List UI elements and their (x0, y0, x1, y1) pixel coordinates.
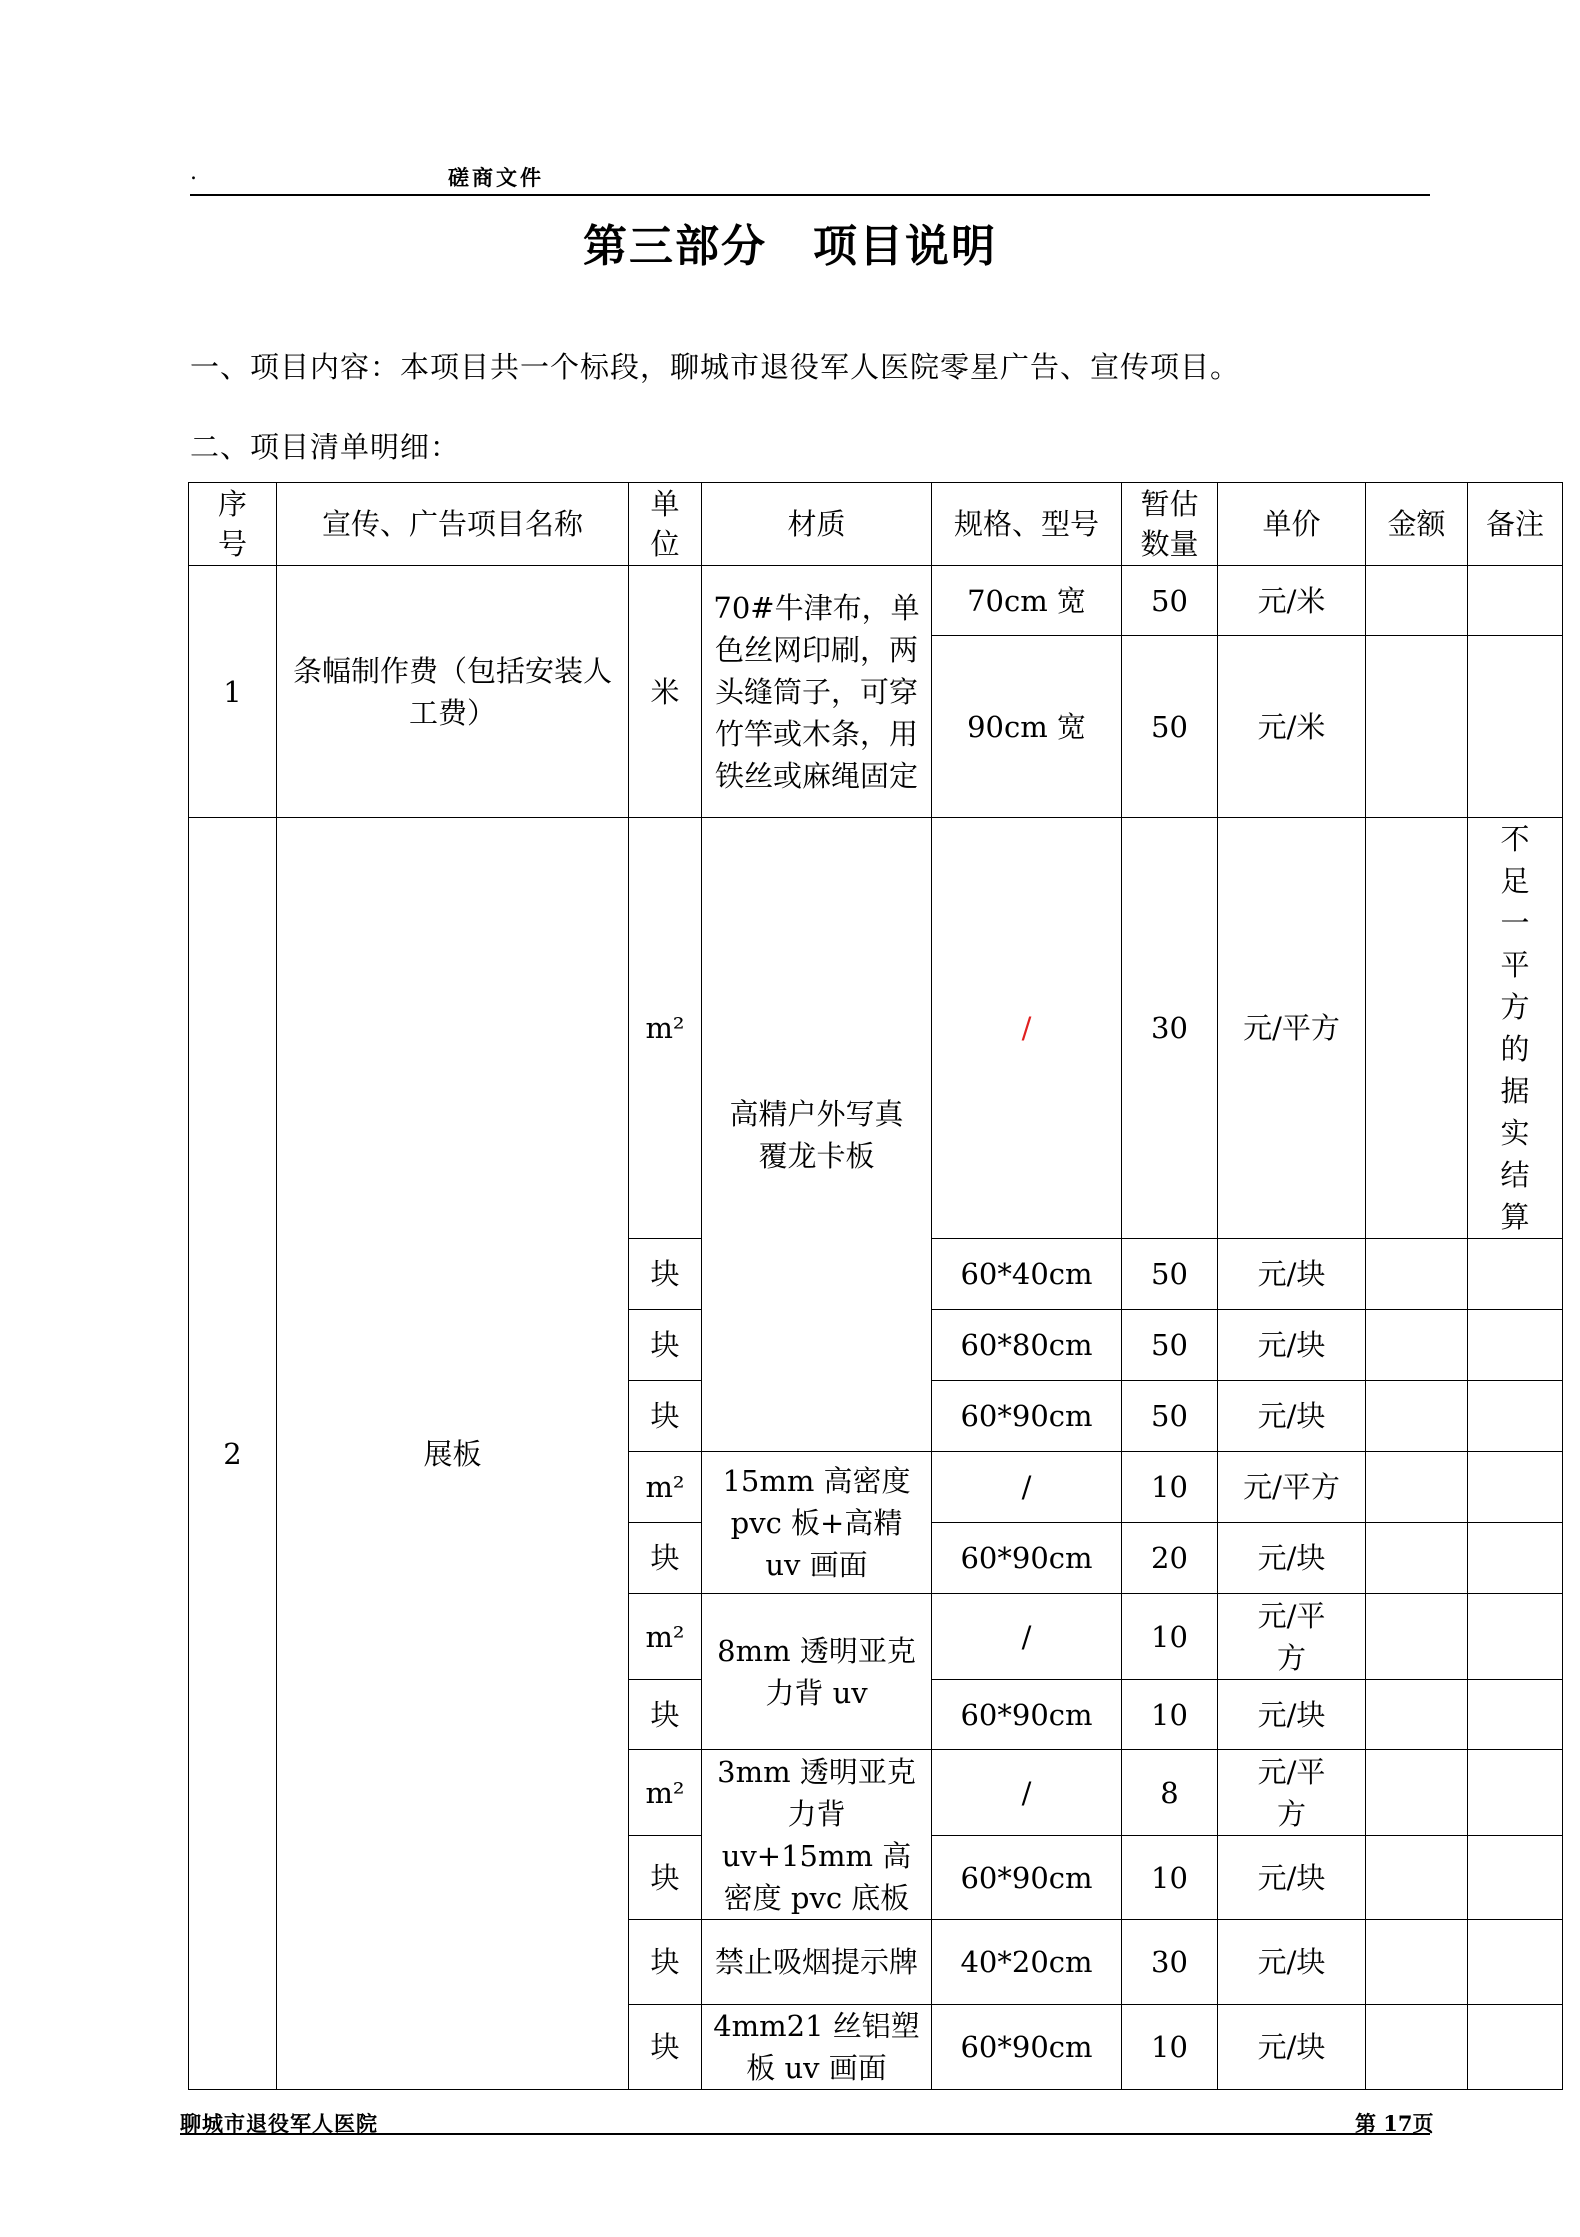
project-content-paragraph: 一、项目内容：本项目共一个标段，聊城市退役军人医院零星广告、宣传项目。 (190, 350, 1241, 384)
header-dot: . (190, 160, 197, 185)
header-spec: 规格、型号 (932, 483, 1122, 566)
row2-price: 元/块 (1218, 1920, 1366, 2005)
row2-price: 元/块 (1218, 1680, 1366, 1750)
row2-spec: 60*40cm (932, 1239, 1122, 1310)
row1-price: 元/米 (1218, 566, 1366, 636)
row2-unit: m² (629, 818, 702, 1239)
row2-amount (1366, 1920, 1468, 2005)
row2-note-empty (1468, 1750, 1563, 1836)
row2-qty: 8 (1122, 1750, 1218, 1836)
header-unit: 单位 (629, 483, 702, 566)
row2-price: 元/平方 (1218, 1750, 1366, 1836)
row1-qty: 50 (1122, 636, 1218, 818)
row2-qty: 10 (1122, 1594, 1218, 1680)
row2-price: 元/块 (1218, 1239, 1366, 1310)
table-row (189, 818, 1563, 1239)
row2-price: 元/块 (1218, 1523, 1366, 1594)
footer-organization: 聊城市退役军人医院 (180, 2111, 378, 2136)
row2-unit: 块 (629, 1310, 702, 1381)
row2-amount (1366, 1381, 1468, 1452)
row1-price: 元/米 (1218, 636, 1366, 818)
row2-spec: / (932, 818, 1122, 1239)
row1-seq: 1 (189, 566, 277, 818)
row1-note (1468, 566, 1563, 636)
row2-note-empty (1468, 1594, 1563, 1680)
row2-unit: 块 (629, 1239, 702, 1310)
row2-spec: 60*80cm (932, 1310, 1122, 1381)
header-title: 磋商文件 (448, 165, 544, 190)
row2-note-empty (1468, 1310, 1563, 1381)
row2-unit: m² (629, 1750, 702, 1836)
row2-note-empty (1468, 1680, 1563, 1750)
row2-amount (1366, 1680, 1468, 1750)
header-note: 备注 (1468, 483, 1563, 566)
row2-qty: 50 (1122, 1381, 1218, 1452)
row2-unit: 块 (629, 1836, 702, 1920)
header-price: 单价 (1218, 483, 1366, 566)
header-seq: 序号 (189, 483, 277, 566)
row2-unit: 块 (629, 2005, 702, 2090)
row2-spec: / (932, 1594, 1122, 1680)
header-material: 材质 (702, 483, 932, 566)
row2-material-5: 禁止吸烟提示牌 (702, 1920, 932, 2005)
row2-material-4: 3mm 透明亚克力背 uv+15mm 高密度 pvc 底板 (702, 1750, 932, 1920)
row2-spec: 60*90cm (932, 1523, 1122, 1594)
row2-qty: 10 (1122, 1680, 1218, 1750)
row1-spec: 90cm 宽 (932, 636, 1122, 818)
row1-material: 70#牛津布，单色丝网印刷，两头缝筒子，可穿竹竿或木条，用铁丝或麻绳固定 (702, 566, 932, 818)
row2-unit: m² (629, 1594, 702, 1680)
table-header-row (189, 483, 1563, 566)
row2-qty: 10 (1122, 1452, 1218, 1523)
row2-amount (1366, 1836, 1468, 1920)
row2-note-empty (1468, 1523, 1563, 1594)
row2-price: 元/块 (1218, 1836, 1366, 1920)
row2-name: 展板 (277, 818, 629, 2090)
row2-unit: m² (629, 1452, 702, 1523)
row2-note-empty (1468, 1452, 1563, 1523)
row2-amount (1366, 818, 1468, 1239)
row1-qty: 50 (1122, 566, 1218, 636)
row2-qty: 30 (1122, 1920, 1218, 2005)
row2-amount (1366, 1310, 1468, 1381)
row2-amount (1366, 1239, 1468, 1310)
row2-material-2: 15mm 高密度 pvc 板+高精 uv 画面 (702, 1452, 932, 1594)
footer-rule (180, 2133, 1430, 2135)
row1-name: 条幅制作费（包括安装人工费） (277, 566, 629, 818)
project-items-table (188, 482, 1563, 2090)
row2-amount (1366, 1750, 1468, 1836)
row2-spec: 40*20cm (932, 1920, 1122, 2005)
row2-amount (1366, 1594, 1468, 1680)
header-amount: 金额 (1366, 483, 1468, 566)
row2-amount (1366, 2005, 1468, 2090)
row2-qty: 10 (1122, 1836, 1218, 1920)
row2-material-1: 高精户外写真覆龙卡板 (702, 818, 932, 1452)
footer-page-number: 第 17页 (1355, 2111, 1434, 2136)
row1-note (1468, 636, 1563, 818)
row1-amount (1366, 566, 1468, 636)
row2-unit: 块 (629, 1381, 702, 1452)
row2-qty: 30 (1122, 818, 1218, 1239)
header-name: 宣传、广告项目名称 (277, 483, 629, 566)
row2-amount (1366, 1523, 1468, 1594)
row2-price: 元/平方 (1218, 1594, 1366, 1680)
row2-material-3: 8mm 透明亚克力背 uv (702, 1594, 932, 1750)
row2-note-empty (1468, 1381, 1563, 1452)
row2-note-empty (1468, 1836, 1563, 1920)
row1-amount (1366, 636, 1468, 818)
row2-price: 元/块 (1218, 2005, 1366, 2090)
project-list-heading: 二、项目清单明细： (190, 430, 461, 464)
row2-material-6: 4mm21 丝铝塑板 uv 画面 (702, 2005, 932, 2090)
row2-note: 不足一平方的据实结算 (1468, 818, 1563, 1239)
row2-spec: / (932, 1452, 1122, 1523)
row2-qty: 20 (1122, 1523, 1218, 1594)
page-title: 第三部分 项目说明 (583, 221, 997, 272)
row2-price: 元/平方 (1218, 818, 1366, 1239)
row1-unit: 米 (629, 566, 702, 818)
header-rule (190, 194, 1430, 196)
row2-spec: 60*90cm (932, 1381, 1122, 1452)
row2-unit: 块 (629, 1680, 702, 1750)
row2-amount (1366, 1452, 1468, 1523)
row2-unit: 块 (629, 1523, 702, 1594)
row2-note-empty (1468, 1920, 1563, 2005)
header-qty: 暂估数量 (1122, 483, 1218, 566)
row2-price: 元/块 (1218, 1381, 1366, 1452)
row2-qty: 10 (1122, 2005, 1218, 2090)
row2-qty: 50 (1122, 1310, 1218, 1381)
row1-spec: 70cm 宽 (932, 566, 1122, 636)
row2-spec: 60*90cm (932, 1680, 1122, 1750)
row2-price: 元/块 (1218, 1310, 1366, 1381)
row2-qty: 50 (1122, 1239, 1218, 1310)
row2-unit: 块 (629, 1920, 702, 2005)
row2-spec: / (932, 1750, 1122, 1836)
row2-note-empty (1468, 2005, 1563, 2090)
row2-price: 元/平方 (1218, 1452, 1366, 1523)
row2-spec: 60*90cm (932, 2005, 1122, 2090)
row2-seq: 2 (189, 818, 277, 2090)
row2-note-empty (1468, 1239, 1563, 1310)
row2-spec: 60*90cm (932, 1836, 1122, 1920)
table-row (189, 566, 1563, 636)
